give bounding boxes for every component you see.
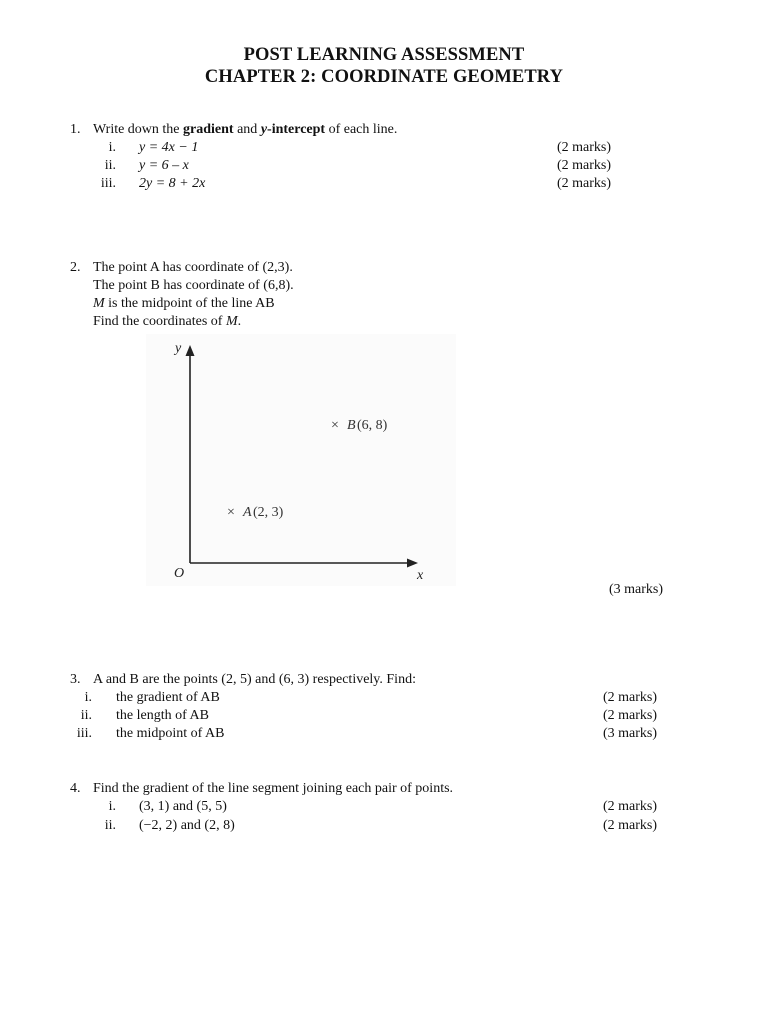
q1-part-num: ii. — [104, 158, 116, 173]
q1-text — [93, 121, 397, 139]
q1-part-marks: (2 marks) — [557, 158, 612, 173]
q4-part-marks: (2 marks) — [603, 799, 658, 814]
q4-text: Find the gradient of the line segment joining each pair of points. — [93, 781, 454, 796]
q2-line4-a: Find the coordinates of — [93, 314, 226, 329]
q1-text-a: Write down the — [93, 122, 184, 137]
q1-text-e: -intercept — [267, 122, 326, 137]
point-a-letter: A — [243, 505, 252, 520]
q1-part-expr: y = 4x − 1 — [139, 140, 199, 155]
q3-number: 3. — [70, 672, 81, 687]
q2-line: The point A has coordinate of (2,3). — [93, 260, 293, 275]
q4-part-text: (3, 1) and (5, 5) — [139, 799, 227, 814]
x-axis-label: x — [417, 568, 424, 583]
q3-part-marks: (2 marks) — [603, 708, 658, 723]
q4-part-num: i. — [108, 799, 116, 814]
q2-line3-var: M — [93, 296, 105, 311]
q3-part-text: the length of AB — [116, 708, 209, 723]
q3-part-marks: (3 marks) — [603, 726, 658, 741]
origin-label: O — [174, 566, 185, 581]
q1-part-num: i. — [108, 140, 116, 155]
q1-text-f: of each line. — [325, 122, 398, 137]
q3-part-num: iii. — [76, 726, 92, 741]
q3-part-text: the midpoint of AB — [116, 726, 225, 741]
q3-part-text: the gradient of AB — [116, 690, 220, 705]
q1-text-c: and — [233, 122, 261, 137]
y-axis-arrow-icon — [186, 345, 195, 356]
q1-part-expr: y = 6 – x — [139, 158, 189, 173]
q1-part-marks: (2 marks) — [557, 176, 612, 191]
q2-line-find — [93, 313, 241, 331]
point-b-marker: × — [331, 418, 339, 433]
point-a-coords: (2, 3) — [253, 505, 284, 520]
q2-line-midpoint — [93, 295, 275, 313]
q3-part-marks: (2 marks) — [603, 690, 658, 705]
point-a-marker: × — [227, 505, 235, 520]
q1-part-num: iii. — [100, 176, 116, 191]
q3-text: A and B are the points (2, 5) and (6, 3) respectively. Find: — [93, 672, 416, 687]
q2-line3-rest: is the midpoint of the line AB — [104, 296, 275, 311]
x-axis-arrow-icon — [407, 559, 418, 568]
q1-text-d: y — [260, 122, 268, 137]
coordinate-figure — [146, 334, 456, 586]
q4-part-text: (−2, 2) and (2, 8) — [139, 818, 235, 833]
point-b-letter: B — [347, 418, 356, 433]
q2-number: 2. — [70, 260, 81, 275]
q3-part-num: ii. — [80, 708, 92, 723]
q4-part-num: ii. — [104, 818, 116, 833]
q2-line: The point B has coordinate of (6,8). — [93, 278, 294, 293]
q2-line4-var: M — [225, 314, 238, 329]
q1-number: 1. — [70, 122, 81, 137]
q1-text-b: gradient — [183, 122, 234, 137]
coordinate-axes-diagram — [146, 334, 456, 586]
q4-number: 4. — [70, 781, 81, 796]
q4-part-marks: (2 marks) — [603, 818, 658, 833]
q2-marks: (3 marks) — [609, 582, 664, 597]
y-axis-label: y — [175, 341, 182, 356]
q1-part-marks: (2 marks) — [557, 140, 612, 155]
q2-line4-end: . — [237, 314, 242, 329]
page-title-line2: CHAPTER 2: COORDINATE GEOMETRY — [204, 67, 564, 87]
page-title-line1: POST LEARNING ASSESSMENT — [243, 45, 525, 65]
point-b-coords: (6, 8) — [357, 418, 388, 433]
q3-part-num: i. — [84, 690, 92, 705]
q1-part-expr: 2y = 8 + 2x — [139, 176, 206, 191]
